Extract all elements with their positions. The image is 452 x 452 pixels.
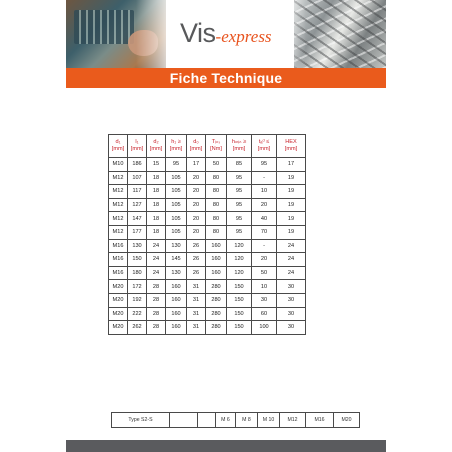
table-cell: 80 <box>206 212 227 226</box>
table-cell: 24 <box>147 239 166 253</box>
column-header-label: d₀ <box>193 139 199 145</box>
table-cell: M20 <box>109 321 128 335</box>
type-size-cell: M12 <box>280 413 306 428</box>
table-cell: 95 <box>166 158 187 172</box>
table-cell: 18 <box>147 171 166 185</box>
screws-photo <box>294 0 386 68</box>
table-cell: M16 <box>109 253 128 267</box>
column-header-unit: [mm] <box>232 146 246 152</box>
table-cell: 70 <box>252 225 277 239</box>
type-size-cell: M20 <box>334 413 360 428</box>
table-cell: 10 <box>252 280 277 294</box>
table-row <box>109 253 306 267</box>
column-header-unit: [mm] <box>284 146 298 152</box>
table-cell: 160 <box>166 280 187 294</box>
table-cell: 18 <box>147 198 166 212</box>
column-header <box>277 135 306 158</box>
table-cell: 60 <box>252 307 277 321</box>
type-size-cell <box>198 413 216 428</box>
table-cell: - <box>252 171 277 185</box>
table-cell: M20 <box>109 307 128 321</box>
table-row <box>109 185 306 199</box>
table-cell: 120 <box>227 266 252 280</box>
column-header-label: Tᵢₙₛ <box>211 139 221 145</box>
table-cell: 145 <box>166 253 187 267</box>
column-header-label: tₐᵈ ≤ <box>258 139 270 145</box>
table-cell: 95 <box>252 158 277 172</box>
table-cell: 95 <box>227 198 252 212</box>
type-row <box>112 413 360 428</box>
column-header-label: l₁ <box>135 139 139 145</box>
table-cell: 127 <box>128 198 147 212</box>
table-cell: 15 <box>147 158 166 172</box>
table-cell: 160 <box>206 253 227 267</box>
table-cell: 192 <box>128 293 147 307</box>
table-cell: 105 <box>166 225 187 239</box>
type-table <box>111 412 360 428</box>
table-cell: 19 <box>277 198 306 212</box>
table-cell: 160 <box>166 293 187 307</box>
footer-bar <box>66 440 386 452</box>
table-cell: 105 <box>166 198 187 212</box>
table-cell: M10 <box>109 158 128 172</box>
type-size-cell <box>170 413 198 428</box>
column-header-label: d₂ <box>153 139 159 145</box>
type-size-cell: M16 <box>306 413 334 428</box>
column-header-unit: [mm] <box>169 146 183 152</box>
column-header <box>166 135 187 158</box>
table-cell: 30 <box>277 293 306 307</box>
table-cell: 180 <box>128 266 147 280</box>
table-cell: M20 <box>109 280 128 294</box>
table-cell: 10 <box>252 185 277 199</box>
type-label-cell: Type S2-S <box>112 413 170 428</box>
page-header <box>66 0 386 68</box>
table-cell: 280 <box>206 280 227 294</box>
column-header-label: h₁ ≥ <box>171 139 181 145</box>
table-row <box>109 307 306 321</box>
table-cell: 80 <box>206 185 227 199</box>
column-header <box>227 135 252 158</box>
table-cell: 147 <box>128 212 147 226</box>
screws-pattern <box>294 0 386 68</box>
table-cell: 28 <box>147 293 166 307</box>
table-cell: 19 <box>277 225 306 239</box>
table-cell: 262 <box>128 321 147 335</box>
table-cell: 26 <box>187 266 206 280</box>
photo-fade-left <box>136 0 176 68</box>
column-header-label: hₘᵢₙ ≥ <box>231 139 247 145</box>
table-cell: 24 <box>277 253 306 267</box>
column-header-unit: [mm] <box>257 146 271 152</box>
table-cell: 280 <box>206 293 227 307</box>
table-cell: 95 <box>227 225 252 239</box>
table-cell: 20 <box>187 212 206 226</box>
type-size-cell: M 10 <box>258 413 280 428</box>
table-cell: 80 <box>206 225 227 239</box>
table-cell: 24 <box>147 253 166 267</box>
table-cell: 107 <box>128 171 147 185</box>
table-cell: 150 <box>227 307 252 321</box>
tool-rack-image <box>74 10 134 44</box>
column-header <box>147 135 166 158</box>
table-cell: 18 <box>147 212 166 226</box>
table-cell: 80 <box>206 171 227 185</box>
column-header <box>109 135 128 158</box>
table-cell: 30 <box>277 307 306 321</box>
table-row <box>109 266 306 280</box>
spec-table <box>108 134 306 335</box>
photo-fade-right <box>276 0 306 68</box>
table-cell: 150 <box>227 280 252 294</box>
table-cell: 130 <box>166 239 187 253</box>
table-row <box>109 212 306 226</box>
type-size-cell: M 8 <box>236 413 258 428</box>
table-cell: 20 <box>187 198 206 212</box>
table-row <box>109 158 306 172</box>
spec-table-body <box>109 158 306 335</box>
type-size-cell: M 6 <box>216 413 236 428</box>
brand-name: Vis <box>180 18 216 48</box>
table-cell: 20 <box>252 198 277 212</box>
column-header <box>128 135 147 158</box>
column-header-label: d₁ <box>115 139 121 145</box>
table-cell: 120 <box>227 239 252 253</box>
table-cell: M16 <box>109 239 128 253</box>
table-cell: 117 <box>128 185 147 199</box>
page-title: Fiche Technique <box>169 70 283 86</box>
table-row <box>109 171 306 185</box>
table-cell: 95 <box>227 212 252 226</box>
header-row <box>109 135 306 158</box>
table-cell: 150 <box>128 253 147 267</box>
table-cell: 280 <box>206 307 227 321</box>
table-cell: 150 <box>227 293 252 307</box>
table-row <box>109 198 306 212</box>
table-cell: 130 <box>166 266 187 280</box>
table-cell: 105 <box>166 185 187 199</box>
table-cell: 85 <box>227 158 252 172</box>
column-header <box>206 135 227 158</box>
table-cell: 28 <box>147 321 166 335</box>
document-page <box>66 0 386 452</box>
table-cell: 50 <box>252 266 277 280</box>
table-cell: 24 <box>277 266 306 280</box>
table-cell: 30 <box>277 321 306 335</box>
table-cell: 160 <box>206 239 227 253</box>
table-cell: 95 <box>227 185 252 199</box>
table-cell: 30 <box>252 293 277 307</box>
table-cell: 130 <box>128 239 147 253</box>
column-header-label: HEX <box>285 139 297 145</box>
table-cell: 20 <box>187 185 206 199</box>
table-cell: 17 <box>187 158 206 172</box>
table-cell: 24 <box>277 239 306 253</box>
table-cell: M12 <box>109 198 128 212</box>
table-cell: 20 <box>187 225 206 239</box>
table-cell: 31 <box>187 321 206 335</box>
table-cell: 160 <box>166 307 187 321</box>
table-cell: M16 <box>109 266 128 280</box>
table-cell: 31 <box>187 307 206 321</box>
table-row <box>109 225 306 239</box>
table-cell: 26 <box>187 253 206 267</box>
table-cell: 30 <box>277 280 306 294</box>
table-cell: 120 <box>227 253 252 267</box>
table-cell: 19 <box>277 171 306 185</box>
table-cell: 24 <box>147 266 166 280</box>
column-header-unit: [mm] <box>149 146 163 152</box>
table-row <box>109 321 306 335</box>
table-cell: 186 <box>128 158 147 172</box>
table-cell: 95 <box>227 171 252 185</box>
brand-suffix: -express <box>215 27 272 46</box>
table-cell: 28 <box>147 280 166 294</box>
table-cell: 28 <box>147 307 166 321</box>
table-cell: 19 <box>277 185 306 199</box>
table-cell: M12 <box>109 225 128 239</box>
table-cell: M12 <box>109 185 128 199</box>
table-cell: 160 <box>166 321 187 335</box>
column-header-unit: [mm] <box>130 146 144 152</box>
table-cell: 26 <box>187 239 206 253</box>
table-cell: 19 <box>277 212 306 226</box>
table-cell: 50 <box>206 158 227 172</box>
table-cell: 31 <box>187 293 206 307</box>
table-row <box>109 239 306 253</box>
table-cell: 160 <box>206 266 227 280</box>
table-cell: 280 <box>206 321 227 335</box>
table-cell: 18 <box>147 225 166 239</box>
table-cell: 20 <box>187 171 206 185</box>
table-cell: 177 <box>128 225 147 239</box>
column-header-unit: [mm] <box>111 146 125 152</box>
title-banner <box>66 68 386 88</box>
table-cell: 31 <box>187 280 206 294</box>
table-cell: 222 <box>128 307 147 321</box>
table-cell: M20 <box>109 293 128 307</box>
table-cell: 40 <box>252 212 277 226</box>
table-cell: - <box>252 239 277 253</box>
table-cell: 105 <box>166 212 187 226</box>
table-cell: M12 <box>109 171 128 185</box>
table-row <box>109 293 306 307</box>
table-cell: M12 <box>109 212 128 226</box>
column-header <box>187 135 206 158</box>
table-cell: 100 <box>252 321 277 335</box>
table-row <box>109 280 306 294</box>
table-cell: 17 <box>277 158 306 172</box>
table-cell: 18 <box>147 185 166 199</box>
table-cell: 80 <box>206 198 227 212</box>
column-header-unit: [mm] <box>189 146 203 152</box>
table-cell: 172 <box>128 280 147 294</box>
column-header-unit: [Nm] <box>210 146 222 152</box>
table-cell: 20 <box>252 253 277 267</box>
table-cell: 105 <box>166 171 187 185</box>
column-header <box>252 135 277 158</box>
brand-logo <box>180 18 272 49</box>
table-cell: 150 <box>227 321 252 335</box>
